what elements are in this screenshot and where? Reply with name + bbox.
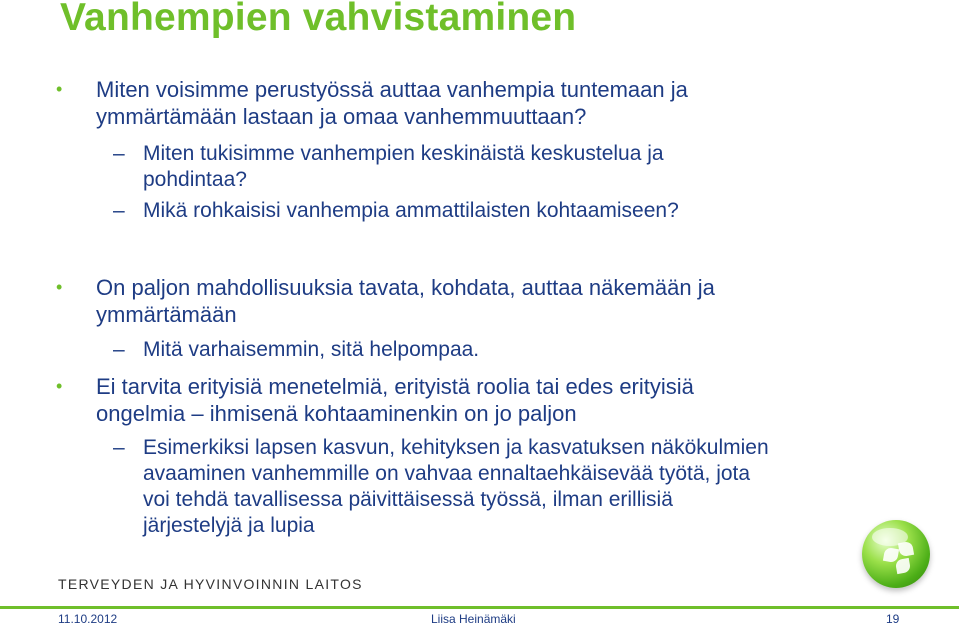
sub-bullet-text: Mikä rohkaisisi vanhempia ammattilaisten kohtaamiseen? <box>143 199 679 222</box>
sub-bullet-text <box>143 141 903 193</box>
sub-bullet-line: avaaminen vanhemmille on vahvaa ennaltaehkäisevää työtä, jota <box>143 462 751 485</box>
organization-name: TERVEYDEN JA HYVINVOINNIN LAITOS <box>58 576 363 592</box>
bullet-text <box>96 274 876 328</box>
bullet-line: Miten voisimme perustyössä auttaa vanhempia tuntemaan ja <box>96 77 688 102</box>
bullet-text <box>96 373 876 427</box>
bullet-icon: • <box>56 79 63 99</box>
dash-icon: – <box>113 436 125 459</box>
sub-bullet-line: järjestelyjä ja lupia <box>143 514 315 537</box>
sub-bullet-line: Miten tukisimme vanhempien keskinäistä keskustelua ja <box>143 142 664 165</box>
bullet-line: Ei tarvita erityisiä menetelmiä, erityistä roolia tai edes erityisiä <box>96 374 694 399</box>
footer-author: Liisa Heinämäki <box>431 612 516 626</box>
dash-icon: – <box>113 142 125 165</box>
bullet-line: ymmärtämään <box>96 302 237 327</box>
dash-icon: – <box>113 338 125 361</box>
bullet-text <box>96 76 876 130</box>
sub-bullet-line: voi tehdä tavallisessa päivittäisessä työssä, ilman erillisiä <box>143 488 673 511</box>
bullet-line: On paljon mahdollisuuksia tavata, kohdata, auttaa näkemään ja <box>96 275 715 300</box>
dash-icon: – <box>113 199 125 222</box>
bullet-line: ongelmia – ihmisenä kohtaaminenkin on jo paljon <box>96 401 577 426</box>
page-number: 19 <box>886 612 900 626</box>
sub-bullet-text: Mitä varhaisemmin, sitä helpompaa. <box>143 338 480 361</box>
bullet-icon: • <box>56 376 63 396</box>
bullet-icon: • <box>56 277 63 297</box>
footer-date: 11.10.2012 <box>58 612 118 626</box>
sub-bullet-line: Esimerkiksi lapsen kasvun, kehityksen ja kasvatuksen näkökulmien <box>143 436 769 459</box>
slide-title: Vanhempien vahvistaminen <box>60 0 577 39</box>
bullet-line: ymmärtämään lastaan ja omaa vanhemmuuttaan? <box>96 104 587 129</box>
sub-bullet-line: pohdintaa? <box>143 168 247 191</box>
sub-bullet-text <box>143 435 903 539</box>
